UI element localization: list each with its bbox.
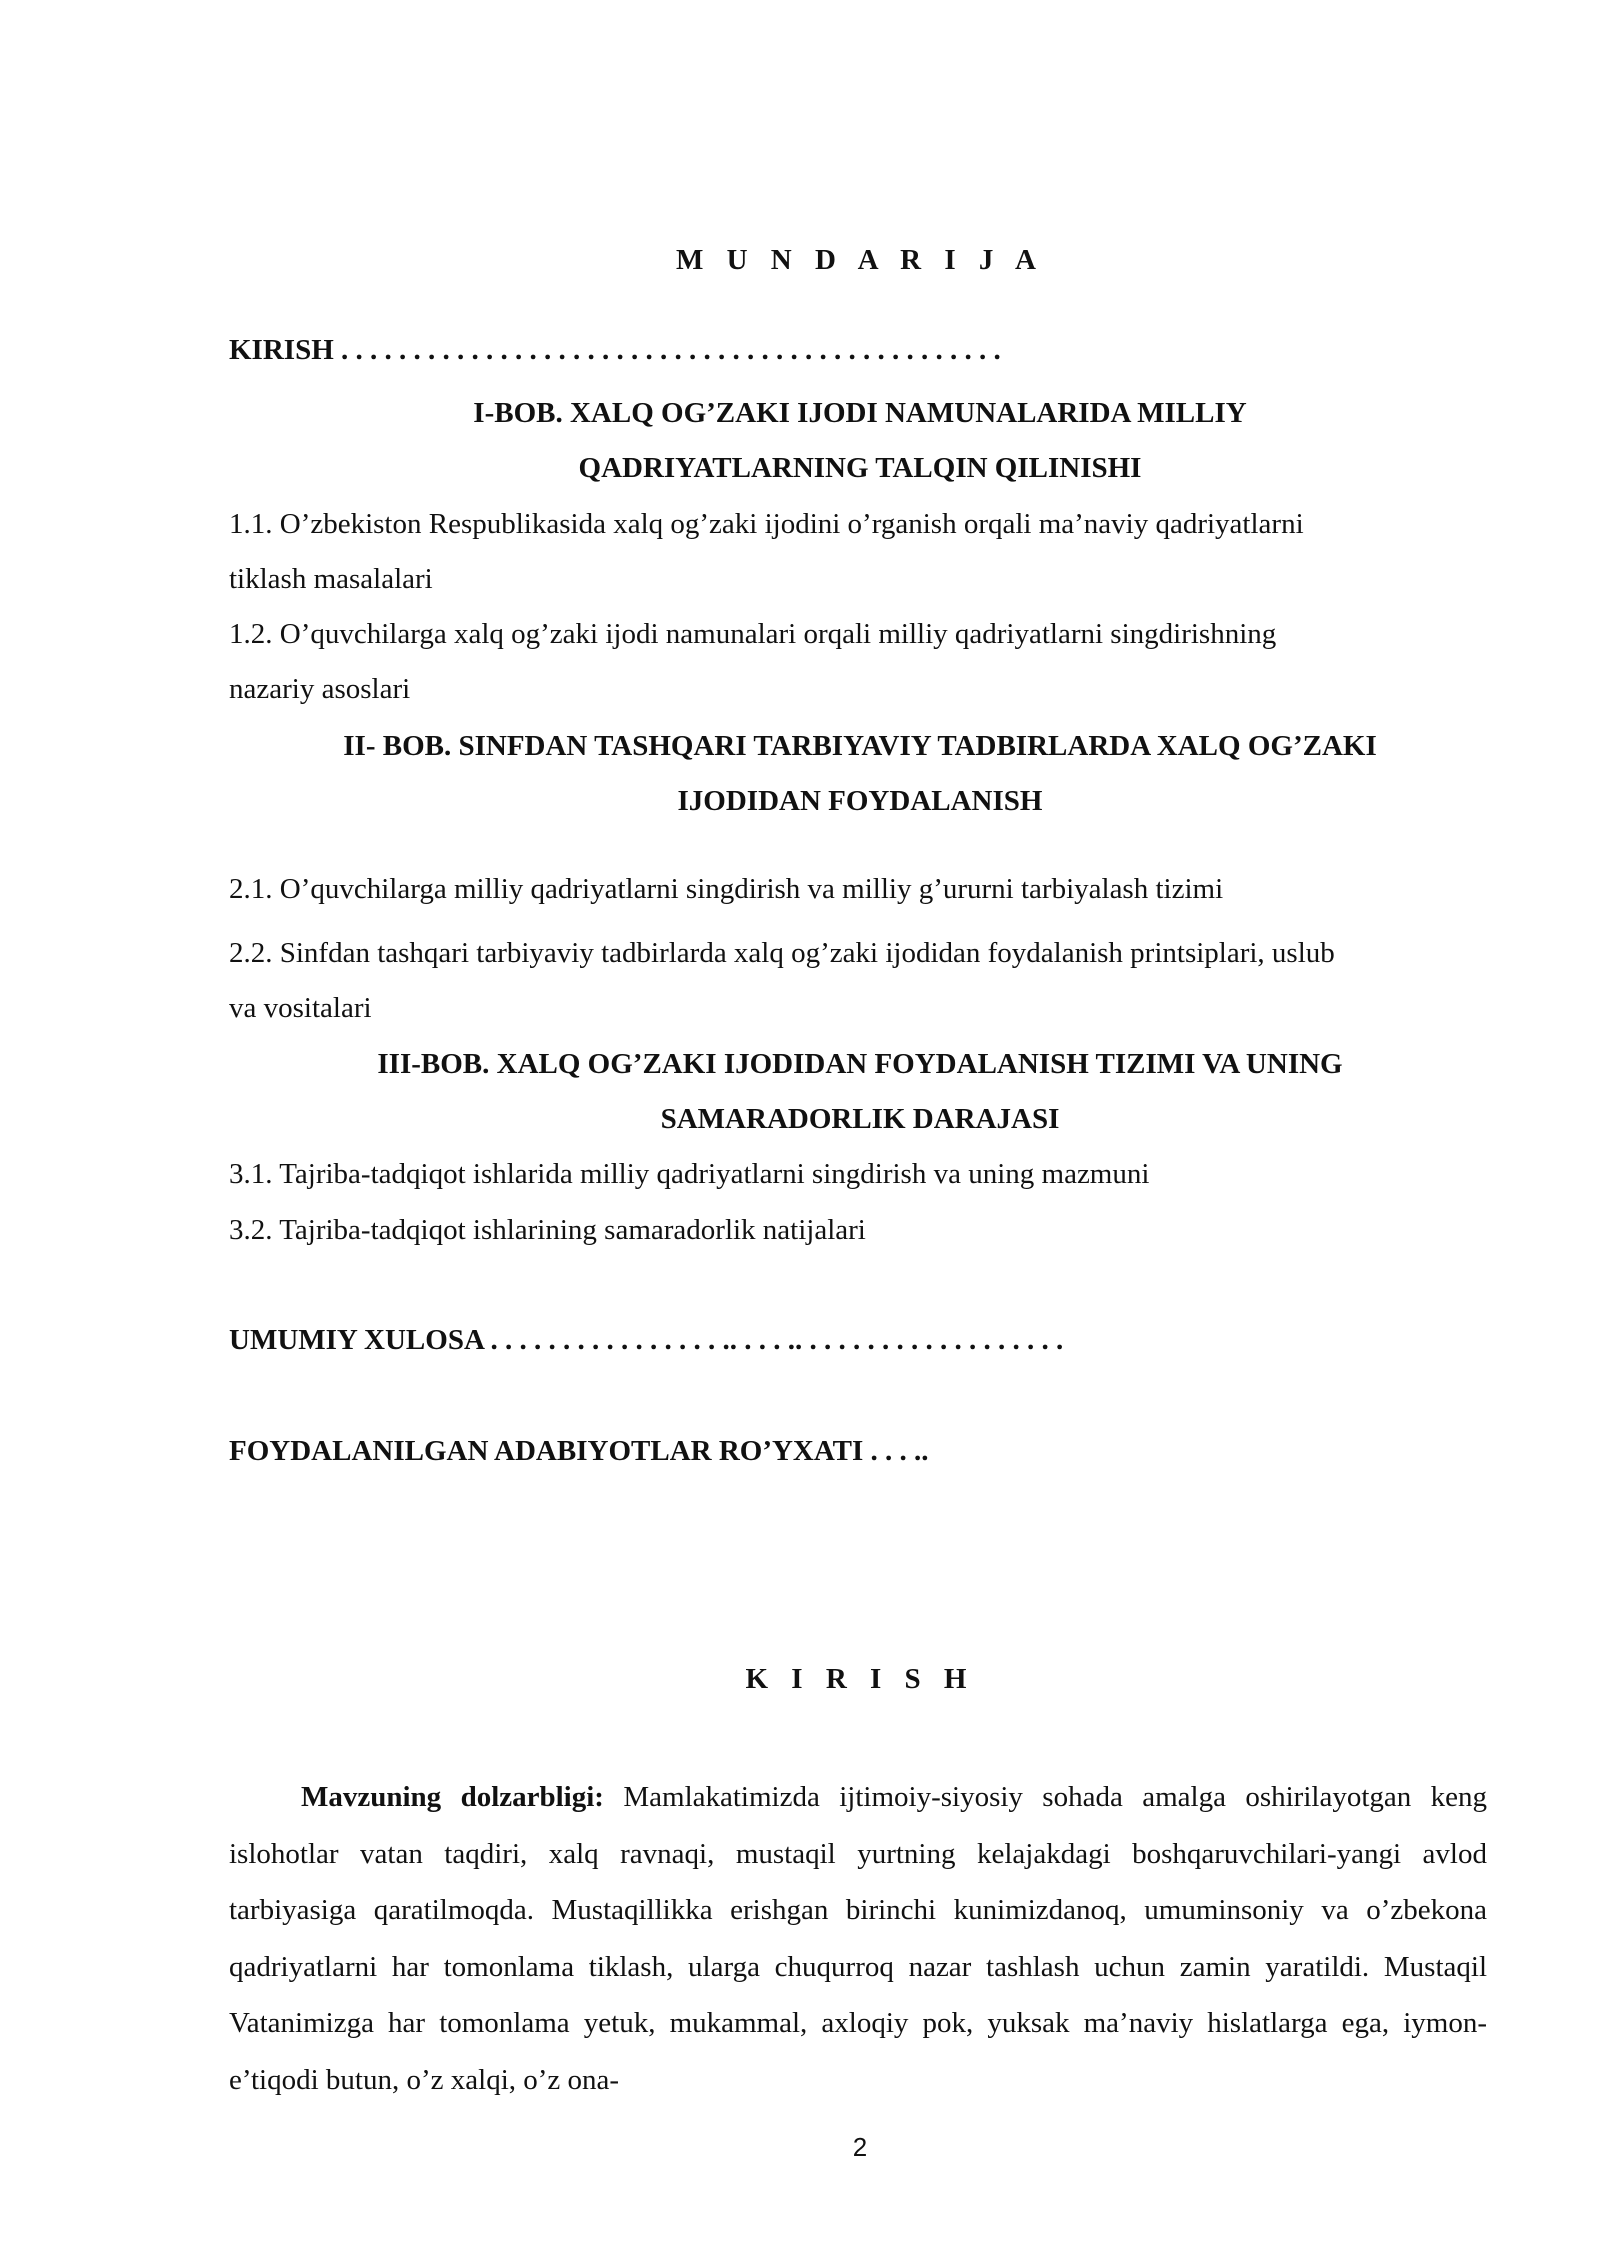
toc-item-1-2-line2: nazariy asoslari [229,673,411,705]
intro-paragraph [229,1769,1487,2108]
toc-entry-references: FOYDALANILGAN ADABIYOTLAR RO’YXATI . . . .. [229,1435,929,1467]
toc-entry-conclusion: UMUMIY XULOSA . . . . . . . . . . . . . . . . .. . . . .. . . . . . . . . . . . . . . . . . . [229,1324,1064,1356]
chapter1-title-line2: QADRIYATLARNING TALQIN QILINISHI [578,452,1142,484]
chapter2-title-line2: IJODIDAN FOYDALANISH [677,785,1043,817]
intro-paragraph-text: Mamlakatimizda ijtimoiy-siyosiy sohada amalga oshirilayotgan keng islohotlar vatan taqdiri, xalq ravnaqi, mustaqil yurtning kelajakdagi boshqaruvchilari-yangi avlod tarbiyasiga qaratilmoqda. Mustaqillikka erishgan birinchi kunimizdanoq, umuminsoniy va o’zbekona qadriyatlarni har tomonlama tiklash, ularga chuqurroq nazar tashlash uchun zamin yaratildi. Mustaqil Vatanimizga har tomonlama yetuk, mukammal, axloqiy pok, yuksak ma’naviy hislatlarga ega, iymon-e’tiqodi butun, o’z xalqi, o’z ona- [229,1781,1488,2096]
chapter2-title-line1: II- BOB. SINFDAN TASHQARI TARBIYAVIY TADBIRLARDA XALQ OG’ZAKI [343,730,1377,762]
toc-item-1-2-line1: 1.2. O’quvchilarga xalq og’zaki ijodi namunalari orqali milliy qadriyatlarni singdirishning [229,618,1277,650]
chapter3-title-line2: SAMARADORLIK DARAJASI [660,1103,1060,1135]
toc-item-2-2-line2: va vositalari [229,992,372,1024]
intro-heading: K I R I S H [745,1663,975,1695]
page-number: 2 [852,2132,868,2162]
toc-item-3-1: 3.1. Tajriba-tadqiqot ishlarida milliy qadriyatlarni singdirish va uning mazmuni [229,1158,1150,1190]
intro-lead-label: Mavzuning dolzarbligi: [301,1781,604,1813]
chapter1-title-line1: I-BOB. XALQ OG’ZAKI IJODI NAMUNALARIDA MILLIY [473,397,1247,429]
toc-item-2-1: 2.1. O’quvchilarga milliy qadriyatlarni singdirish va milliy g’ururni tarbiyalash tizimi [229,873,1224,905]
toc-item-3-2: 3.2. Tajriba-tadqiqot ishlarining samaradorlik natijalari [229,1214,866,1246]
toc-item-2-2-line1: 2.2. Sinfdan tashqari tarbiyaviy tadbirlarda xalq og’zaki ijodidan foydalanish printsiplari, uslub [229,937,1335,969]
toc-heading: M U N D A R I J A [675,244,1044,276]
toc-item-1-1-line2: tiklash masalalari [229,563,433,595]
chapter3-title-line1: III-BOB. XALQ OG’ZAKI IJODIDAN FOYDALANISH TIZIMI VA UNING [377,1048,1343,1080]
toc-item-1-1-line1: 1.1. O’zbekiston Respublikasida xalq og’zaki ijodini o’rganish orqali ma’naviy qadriyatlarni [229,508,1304,540]
toc-entry-kirish: KIRISH . . . . . . . . . . . . . . . . . . . . . . . . . . . . . . . . . . . . . . . . . . . . . . [229,334,1001,366]
